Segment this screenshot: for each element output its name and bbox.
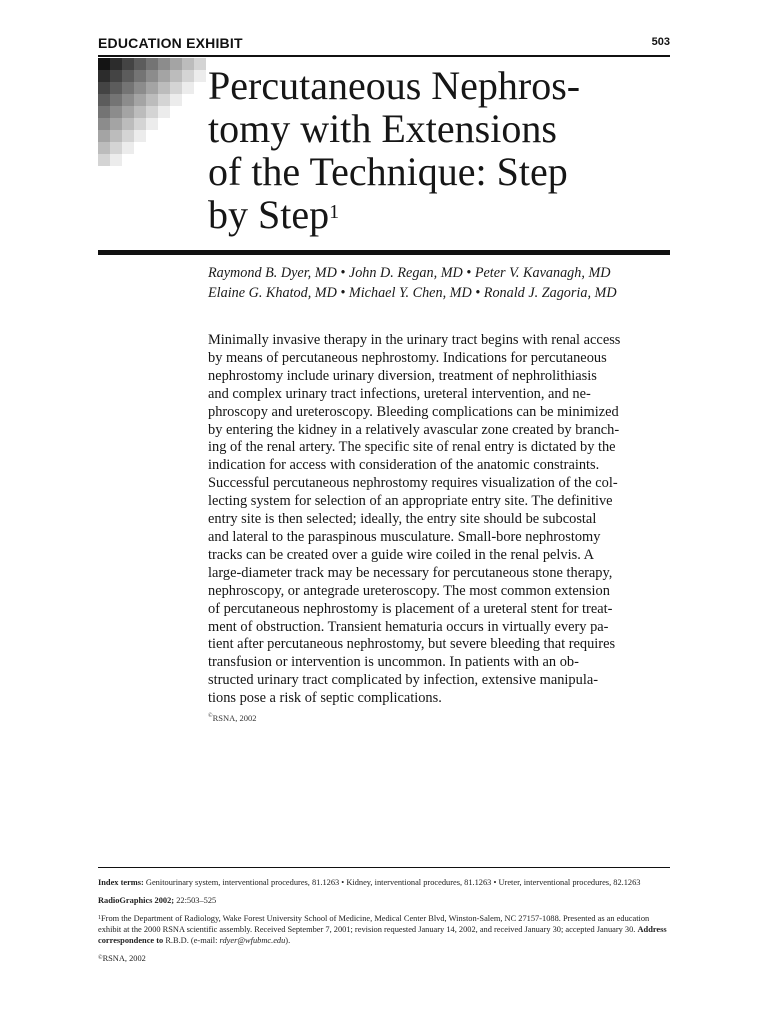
affiliation-marker: 1 <box>98 915 101 921</box>
index-terms <box>98 877 672 888</box>
mosaic-tile <box>158 94 170 106</box>
mosaic-tile <box>98 58 110 70</box>
mosaic-tile <box>122 142 134 154</box>
mosaic-tile <box>170 70 182 82</box>
mosaic-tile <box>146 106 158 118</box>
mosaic-tile <box>134 118 146 130</box>
mosaic-tile <box>122 70 134 82</box>
mosaic-tile <box>182 82 194 94</box>
mosaic-tile <box>170 58 182 70</box>
mosaic-tile <box>134 130 146 142</box>
corner-gradient-mosaic <box>98 58 206 166</box>
author-list <box>208 263 678 303</box>
footer-copyright-symbol: © <box>98 955 103 961</box>
mosaic-tile <box>134 106 146 118</box>
mosaic-tile <box>158 106 170 118</box>
mosaic-tile <box>110 130 122 142</box>
mosaic-tile <box>110 82 122 94</box>
authors-line-2: Elaine G. Khatod, MD • Michael Y. Chen, MD • Ronald J. Zagoria, MD <box>208 285 617 301</box>
copyright-text: RSNA, 2002 <box>212 713 257 723</box>
correspondence-text: R.B.D. (e-mail: <box>163 936 220 945</box>
mosaic-tile <box>98 130 110 142</box>
mosaic-tile <box>98 154 110 166</box>
footnotes <box>98 877 672 971</box>
section-label: EDUCATION EXHIBIT <box>98 35 243 51</box>
mosaic-tile <box>122 58 134 70</box>
mosaic-tile <box>134 58 146 70</box>
mosaic-tile <box>146 70 158 82</box>
article-title-text: Percutaneous Nephros- tomy with Extensions of the Technique: Step by Step <box>208 63 581 237</box>
mosaic-tile <box>158 70 170 82</box>
title-rule <box>98 250 670 255</box>
mosaic-tile <box>146 94 158 106</box>
copyright-symbol: © <box>208 713 213 719</box>
mosaic-tile <box>146 58 158 70</box>
mosaic-tile <box>170 82 182 94</box>
mosaic-tile <box>110 142 122 154</box>
mosaic-tile <box>182 70 194 82</box>
mosaic-tile <box>98 82 110 94</box>
mosaic-tile <box>134 82 146 94</box>
footer-copyright-text: RSNA, 2002 <box>102 954 146 963</box>
abstract: Minimally invasive therapy in the urinary tract begins with renal access by means of percutaneous nephrostomy. Indications for percutaneous nephrostomy include urinary diversion, treatment of nephrolithiasis and complex urinary tract infections, ureteral intervention, and ne- phroscopy and ureteroscopy. Bleeding complications can be minimized by entering the kidney in a relatively avascular zone created by branch- ing of the renal artery. The specific site of renal entry is dictated by the indication for access with consideration of the anatomic constraints. Successful percutaneous nephrostomy requires visualization of the col- lecting system for selection of an appropriate entry site. The definitive entry site is then selected; ideally, the entry site should be subcostal and lateral to the paraspinous musculature. Small-bore nephrostomy tracks can be created over a guide wire coiled in the renal pelvis. A large-diameter track may be necessary for percutaneous stone therapy, nephroscopy, or antegrade ureteroscopy. The most common extension of percutaneous nephrostomy is placement of a ureteral stent for treat- ment of obstruction. Transient hematuria occurs in virtually every pa- tient after percutaneous nephrostomy, but severe bleeding that requires transfusion or intervention is uncommon. In patients with an ob- structed urinary tract complicated by infection, extensive manipula- tions pose a risk of septic complications. <box>208 332 621 707</box>
footer-rule <box>98 867 670 868</box>
mosaic-tile <box>110 94 122 106</box>
mosaic-tile <box>122 130 134 142</box>
mosaic-tile <box>158 58 170 70</box>
mosaic-tile <box>98 106 110 118</box>
index-terms-text: Genitourinary system, interventional procedures, 81.1263 • Kidney, interventional procedures, 81.1263 • Ureter, interventional procedures, 82.1263 <box>143 878 641 887</box>
mosaic-tile <box>122 106 134 118</box>
header-rule <box>98 55 670 57</box>
mosaic-tile <box>146 118 158 130</box>
mosaic-tile <box>110 58 122 70</box>
affiliation-text: From the Department of Radiology, Wake Forest University School of Medicine, Medical Center Blvd, Winston-Salem, NC 27157-1088. Presented as an education exhibit at the 2000 RSNA scientific assembly. Received September 7, 2001; revision requested January 14, 2002, and received January 30; accepted January 30. <box>98 914 650 934</box>
mosaic-tile <box>98 94 110 106</box>
authors-line-1: Raymond B. Dyer, MD • John D. Regan, MD • Peter V. Kavanagh, MD <box>208 265 611 281</box>
mosaic-tile <box>110 154 122 166</box>
affiliation-note <box>98 913 672 946</box>
mosaic-tile <box>98 142 110 154</box>
mosaic-tile <box>146 82 158 94</box>
correspondence-email[interactable]: rdyer@wfubmc.edu <box>219 936 286 945</box>
mosaic-tile <box>122 94 134 106</box>
correspondence-label: Address correspondence to <box>98 925 667 945</box>
journal-citation <box>98 895 672 906</box>
footer-copyright <box>98 953 672 964</box>
abstract-copyright <box>208 713 257 723</box>
mosaic-tile <box>194 58 206 70</box>
mosaic-tile <box>110 106 122 118</box>
mosaic-tile <box>134 70 146 82</box>
mosaic-tile <box>170 94 182 106</box>
mosaic-tile <box>122 118 134 130</box>
journal-label: RadioGraphics 2002; <box>98 896 175 905</box>
page-number: 503 <box>651 36 670 48</box>
correspondence-end: ). <box>285 936 291 945</box>
mosaic-tile <box>98 118 110 130</box>
mosaic-tile <box>194 70 206 82</box>
index-terms-label: Index terms: <box>98 878 144 887</box>
mosaic-tile <box>110 118 122 130</box>
article-title <box>208 64 678 236</box>
mosaic-tile <box>98 70 110 82</box>
mosaic-tile <box>182 58 194 70</box>
journal-citation-text: 22:503–525 <box>174 896 217 905</box>
mosaic-tile <box>134 94 146 106</box>
mosaic-tile <box>158 82 170 94</box>
mosaic-tile <box>110 70 122 82</box>
mosaic-tile <box>122 82 134 94</box>
title-footnote-marker: 1 <box>329 201 340 223</box>
